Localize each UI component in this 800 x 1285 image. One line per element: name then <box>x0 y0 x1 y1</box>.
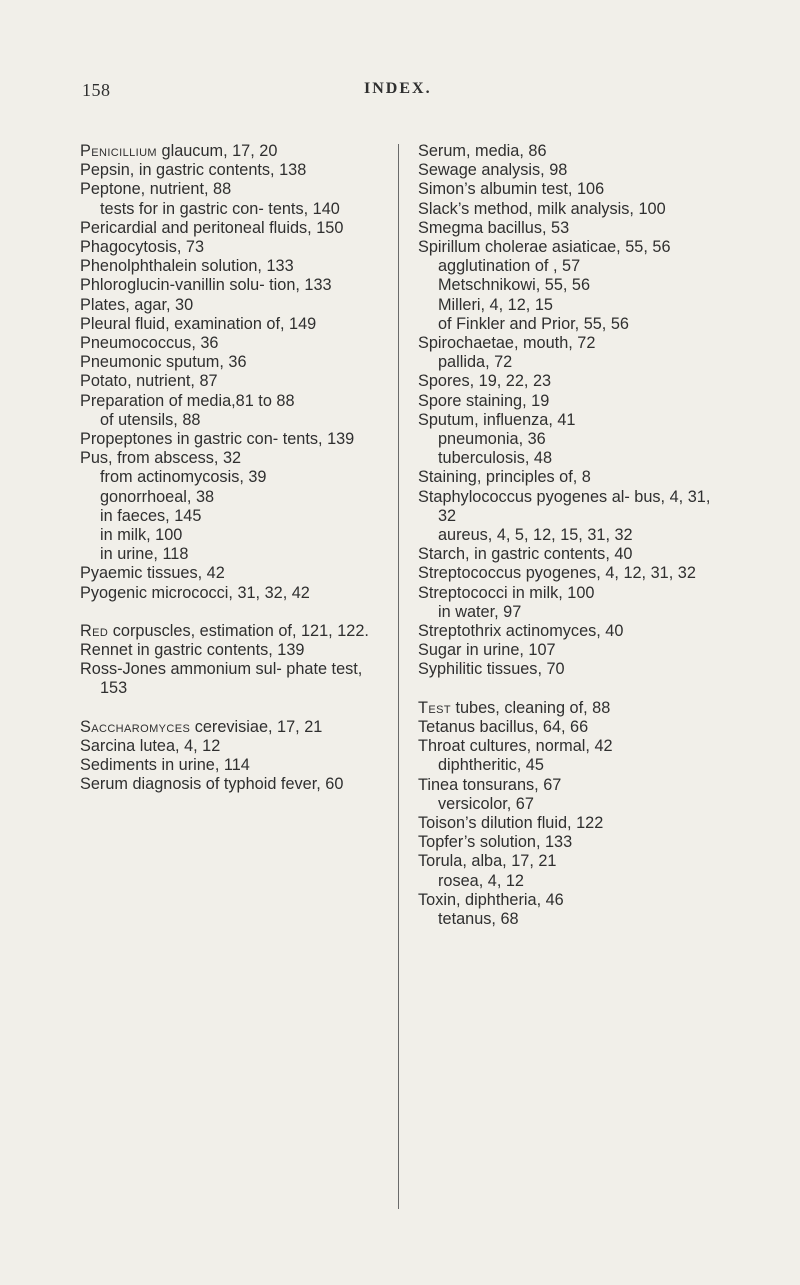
index-entry <box>80 718 390 737</box>
index-subentry: aureus, 4, 5, 12, 15, 31, 32 <box>438 526 633 545</box>
index-entry: Torula, alba, 17, 21 <box>418 852 557 871</box>
index-subentry: tetanus, 68 <box>438 909 519 928</box>
index-entry: Sediments in urine, 114 <box>80 756 250 775</box>
index-entry: Slack’s method, milk analysis, 100 <box>418 199 666 218</box>
index-subentry: pneumonia, 36 <box>438 430 546 449</box>
column-divider <box>398 144 399 1209</box>
index-subentry: agglutination of , 57 <box>438 257 581 276</box>
index-subentry: in urine, 118 <box>100 545 189 564</box>
index-entry: Tetanus bacillus, 64, 66 <box>418 717 589 736</box>
section-gap <box>80 603 390 622</box>
index-entry: Simon’s albumin test, 106 <box>418 180 605 199</box>
index-entry: Sarcina lutea, 4, 12 <box>80 736 221 755</box>
index-entry: Pneumonic sputum, 36 <box>80 353 247 372</box>
index-entry: Spore staining, 19 <box>418 391 550 410</box>
index-entry: Pepsin, in gastric contents, 138 <box>80 161 307 180</box>
index-entry: Serum, media, 86 <box>418 142 547 160</box>
index-entry: Pus, from abscess, 32 <box>80 449 242 468</box>
section-head-word: Saccharomyces <box>80 717 191 736</box>
index-entry: Pyaemic tissues, 42 <box>80 564 225 583</box>
page-number: 158 <box>82 80 111 100</box>
index-entry: Streptothrix actinomyces, 40 <box>418 622 624 641</box>
index-entry: Plates, agar, 30 <box>80 295 194 314</box>
entry-text: cerevisiae, 17, 21 <box>190 717 323 736</box>
index-entry: Phagocytosis, 73 <box>80 238 204 257</box>
index-entry: Tinea tonsurans, 67 <box>418 775 562 794</box>
index-entry: Pyogenic micrococci, 31, 32, 42 <box>80 583 310 602</box>
index-subentry: tests for in gastric con- tents, 140 <box>100 199 340 218</box>
index-subentry: Milleri, 4, 12, 15 <box>438 295 553 314</box>
index-entry: Serum diagnosis of typhoid fever, 60 <box>80 775 344 794</box>
page-header <box>0 80 800 110</box>
entry-text: corpuscles, estimation of, 121, 122. <box>108 621 369 640</box>
index-entry: Toison’s dilution fluid, 122 <box>418 813 604 832</box>
section-gap <box>80 699 390 718</box>
index-entry: Throat cultures, normal, 42 <box>418 737 613 756</box>
index-subentry: in milk, 100 <box>100 526 183 545</box>
index-entry <box>80 622 390 641</box>
index-subentry: rosea, 4, 12 <box>438 871 524 890</box>
index-entry: Peptone, nutrient, 88 <box>80 180 232 199</box>
index-subentry: of utensils, 88 <box>100 410 201 429</box>
section-head-word: Test <box>418 698 451 717</box>
index-entry: Spirillum cholerae asiaticae, 55, 56 <box>418 238 671 257</box>
index-entry: Staining, principles of, 8 <box>418 468 591 487</box>
index-entry: Streptococci in milk, 100 <box>418 583 595 602</box>
index-entry: Rennet in gastric contents, 139 <box>80 641 305 660</box>
index-subentry: gonorrhoeal, 38 <box>100 487 215 506</box>
index-entry: Streptococcus pyogenes, 4, 12, 31, 32 <box>418 564 696 583</box>
index-subentry: Metschnikowi, 55, 56 <box>438 276 591 295</box>
index-entry: Staphylococcus pyogenes al- bus, 4, 31, 32 <box>418 487 711 525</box>
index-entry: Topfer’s solution, 133 <box>418 833 573 852</box>
section-gap <box>418 680 718 699</box>
section-head-word: Red <box>80 621 109 640</box>
index-subentry: from actinomycosis, 39 <box>100 468 267 487</box>
index-entry: Pneumococcus, 36 <box>80 334 219 353</box>
index-entry: Propeptones in gastric con- tents, 139 <box>80 430 355 449</box>
index-entry: Starch, in gastric contents, 40 <box>418 545 633 564</box>
index-subentry: in faeces, 145 <box>100 506 202 525</box>
index-subentry: tuberculosis, 48 <box>438 449 553 468</box>
index-entry: Smegma bacillus, 53 <box>418 218 570 237</box>
index-subentry: in water, 97 <box>438 602 522 621</box>
entry-text: glaucum, 17, 20 <box>157 142 278 160</box>
index-column-left <box>80 142 390 795</box>
index-entry: Sewage analysis, 98 <box>418 161 568 180</box>
index-column-right <box>418 142 718 929</box>
index-entry <box>418 699 718 718</box>
index-entry: Potato, nutrient, 87 <box>80 372 218 391</box>
index-subentry: pallida, 72 <box>438 353 513 372</box>
section-head-word: Penicillium <box>80 142 157 160</box>
index-entry: Syphilitic tissues, 70 <box>418 660 565 679</box>
index-subentry: of Finkler and Prior, 55, 56 <box>438 314 629 333</box>
index-subentry: diphtheritic, 45 <box>438 756 544 775</box>
index-entry: Sputum, influenza, 41 <box>418 410 576 429</box>
running-head: INDEX. <box>364 80 432 97</box>
entry-text: tubes, cleaning of, 88 <box>450 698 611 717</box>
index-entry: Pleural fluid, examination of, 149 <box>80 314 317 333</box>
index-entry: Sugar in urine, 107 <box>418 641 556 660</box>
index-entry <box>80 142 390 161</box>
index-entry: Preparation of media,81 to 88 <box>80 391 295 410</box>
index-entry: Spores, 19, 22, 23 <box>418 372 552 391</box>
index-subentry: versicolor, 67 <box>438 794 534 813</box>
index-entry: Phenolphthalein solution, 133 <box>80 257 294 276</box>
index-entry: Pericardial and peritoneal fluids, 150 <box>80 218 344 237</box>
index-entry: Phloroglucin-vanillin solu- tion, 133 <box>80 276 332 295</box>
index-entry: Toxin, diphtheria, 46 <box>418 890 564 909</box>
index-entry: Ross-Jones ammonium sul- phate test, 153 <box>80 660 363 698</box>
index-entry: Spirochaetae, mouth, 72 <box>418 334 596 353</box>
